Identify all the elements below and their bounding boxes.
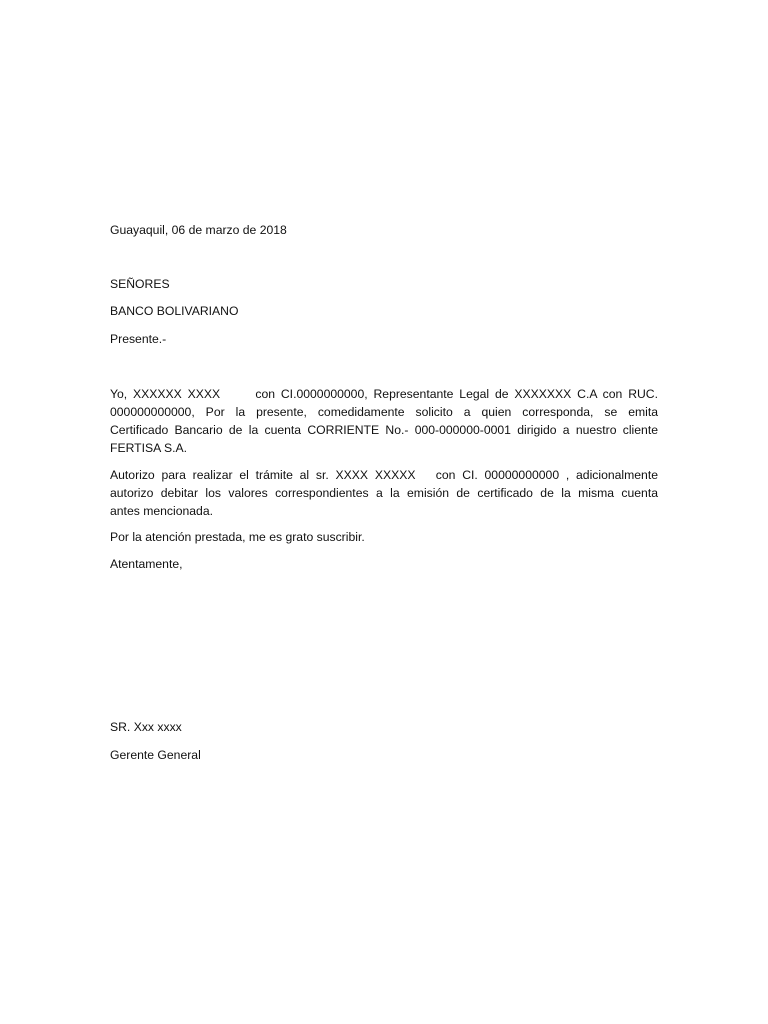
recipient-bank: BANCO BOLIVARIANO [110,304,239,318]
date-line: Guayaquil, 06 de marzo de 2018 [110,223,287,237]
closing-sentence: Por la atención prestada, me es grato suscribir. [110,530,365,544]
paragraph-1-line-3: Certificado Bancario de la cuenta CORRIENTE No.- 000-000000-0001 dirigido a nuestro cliente [110,423,658,437]
body-paragraph-2 [110,466,658,520]
paragraph-1-line-1: Yo, XXXXXX XXXX con CI.0000000000, Representante Legal de XXXXXXX C.A con RUC. [110,387,658,401]
paragraph-1-line-4: FERTISA S.A. [110,441,187,455]
body-paragraph-1 [110,385,658,457]
recipient-salutation: SEÑORES [110,277,170,291]
paragraph-2-line-3: antes mencionada. [110,504,213,518]
paragraph-2-line-1: Autorizo para realizar el trámite al sr. XXXX XXXXX con CI. 00000000000 , adicionalmente [110,468,658,482]
recipient-presente: Presente.- [110,332,167,346]
valediction: Atentamente, [110,557,183,571]
paragraph-1-line-2: 000000000000, Por la presente, comedidamente solicito a quien corresponda, se emita [110,405,658,419]
signatory-title: Gerente General [110,748,201,762]
signatory-name: SR. Xxx xxxx [110,720,182,734]
paragraph-2-line-2: autorizo debitar los valores correspondientes a la emisión de certificado de la misma cuenta [110,486,658,500]
